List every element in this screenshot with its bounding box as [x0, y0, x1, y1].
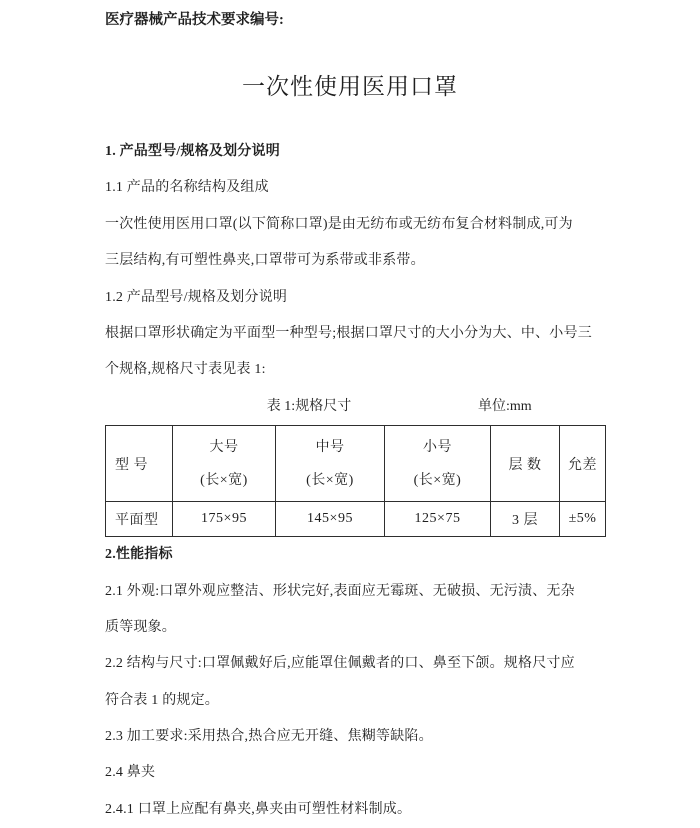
cell-layers-value: 3 层 [491, 502, 560, 537]
cell-large-value: 175×95 [173, 502, 276, 537]
col-header-large [173, 426, 276, 502]
section-1-2-heading: 1.2 产品型号/规格及划分说明 [105, 289, 288, 305]
table-row [106, 502, 606, 537]
paragraph-line: 符合表 1 的规定。 [105, 692, 219, 708]
col-header-large-dims: (长×宽) [200, 472, 248, 488]
paragraph-line: 2.4.1 口罩上应配有鼻夹,鼻夹由可塑性材料制成。 [105, 801, 412, 817]
paragraph-line: 2.3 加工要求:采用热合,热合应无开缝、焦糊等缺陷。 [105, 729, 433, 745]
paragraph-line: 根据口罩形状确定为平面型一种型号;根据口罩尺寸的大小分为大、中、小号三 [105, 325, 592, 341]
table-caption: 表 1:规格尺寸 [266, 398, 352, 414]
paragraph-line: 质等现象。 [105, 619, 176, 635]
col-header-medium-dims: (长×宽) [306, 472, 354, 488]
col-header-medium [276, 426, 385, 502]
spec-table [105, 425, 606, 537]
table-unit-label: 单位:mm [478, 398, 532, 414]
cell-tolerance-value: ±5% [560, 502, 606, 537]
col-header-small-dims: (长×宽) [413, 472, 462, 488]
section-1-heading: 1. 产品型号/规格及划分说明 [105, 144, 280, 159]
paragraph-line: 2.1 外观:口罩外观应整洁、形状完好,表面应无霉斑、无破损、无污渍、无杂 [105, 583, 575, 599]
section-1-1-heading: 1.1 产品的名称结构及组成 [105, 180, 269, 196]
section-2-heading: 2.性能指标 [105, 547, 173, 563]
cell-model: 平面型 [106, 502, 173, 537]
col-header-tolerance: 允差 [560, 426, 606, 502]
paragraph-line: 个规格,规格尺寸表见表 1: [105, 362, 266, 378]
col-header-model: 型 号 [106, 426, 173, 502]
paragraph-line: 2.2 结构与尺寸:口罩佩戴好后,应能罩住佩戴者的口、鼻至下颌。规格尺寸应 [105, 656, 575, 672]
document-body [105, 134, 605, 828]
col-header-small-size: 小号 [423, 439, 452, 455]
cell-small-value: 125×75 [385, 502, 491, 537]
col-header-small [385, 426, 491, 502]
col-header-large-size: 大号 [209, 439, 239, 455]
doc-number-label: 医疗器械产品技术要求编号: [105, 12, 284, 28]
paragraph-line: 三层结构,有可塑性鼻夹,口罩带可为系带或非系带。 [105, 253, 425, 269]
table-header-row [106, 426, 606, 502]
col-header-medium-size: 中号 [315, 439, 345, 455]
doc-title: 一次性使用医用口罩 [242, 74, 458, 99]
col-header-layers: 层 数 [491, 426, 560, 502]
paragraph-line: 一次性使用医用口罩(以下简称口罩)是由无纺布或无纺布复合材料制成,可为 [105, 216, 573, 232]
table-caption-line [105, 389, 605, 425]
section-2-4-heading: 2.4 鼻夹 [105, 765, 156, 781]
cell-medium-value: 145×95 [276, 502, 385, 537]
